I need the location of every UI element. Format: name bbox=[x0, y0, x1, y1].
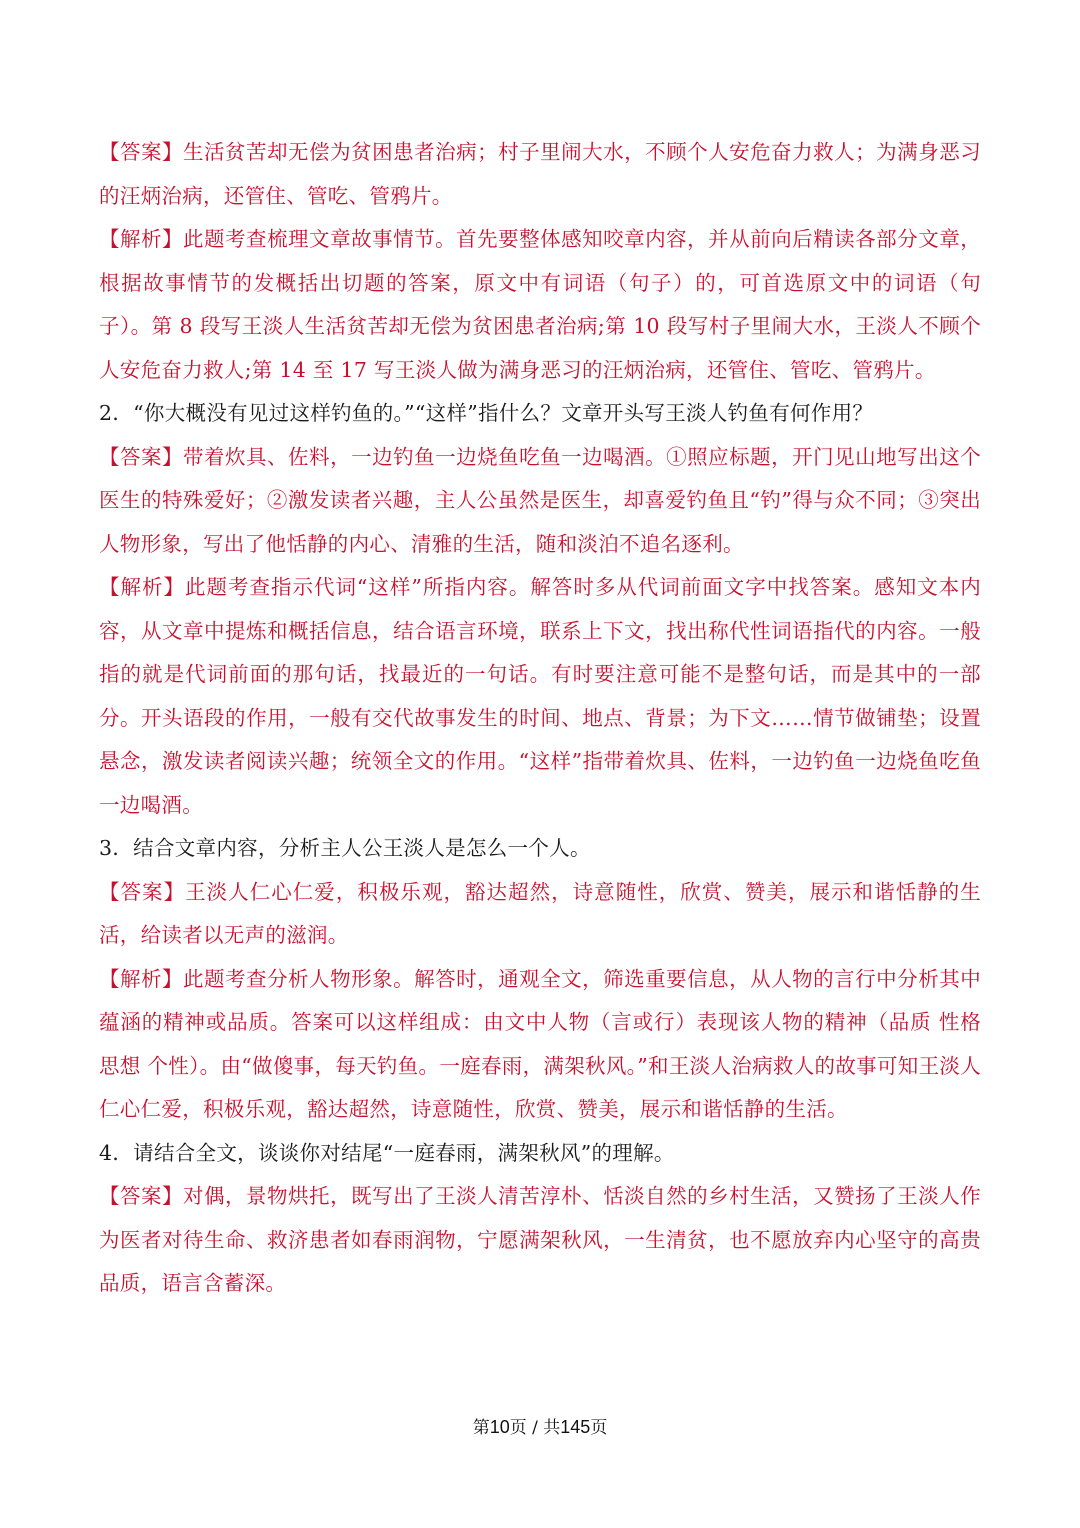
answer-tag: 【答案】 bbox=[99, 1184, 184, 1208]
document-body bbox=[99, 131, 981, 1306]
answer-tag: 【答案】 bbox=[99, 879, 186, 904]
analysis-text: 此题考查梳理文章故事情节。首先要整体感知咬章内容，并从前向后精读各部分文章，根据故事情节的发概括出切题的答案，原文中有词语（句子）的，可首选原文中的词语（句子）。第 8 段写王淡人生活贫苦却无偿为贫困患者治病;第 10 段写村子里闹大水，王淡人不顾个人安危奋力救人;第 14 至 17 写王淡人做为满身恶习的汪炳治病，还管住、管吃、管鸦片。 bbox=[99, 227, 982, 382]
total-page-number: 145 bbox=[560, 1417, 591, 1437]
answer-paragraph bbox=[99, 1175, 981, 1306]
analysis-text: 此题考查分析人物形象。解答时，通观全文，筛选重要信息，从人物的言行中分析其中蕴涵的精神或品质。答案可以这样组成：由文中人物（言或行）表现该人物的精神（品质 性格 思想 个性）。由“做傻事，每天钓鱼。一庭春雨，满架秋风。”和王淡人治病救人的故事可知王淡人仁心仁爱，积极乐观，豁达超然，诗意随性，欣赏、赞美，展示和谐恬静的生活。 bbox=[99, 966, 982, 1121]
analysis-tag: 【解析】 bbox=[99, 575, 185, 599]
analysis-tag: 【解析】 bbox=[99, 966, 184, 991]
answer-tag: 【答案】 bbox=[99, 444, 184, 469]
footer-mid: 页 / 共 bbox=[509, 1418, 561, 1438]
answer-paragraph bbox=[99, 131, 981, 218]
answer-text: 对偶，景物烘托，既写出了王淡人清苦淳朴、恬淡自然的乡村生活，又赞扬了王淡人作为医者对待生命、救济患者如春雨润物，宁愿满架秋风，一生清贫，也不愿放弃内心坚守的高贵品质，语言含蓄深。 bbox=[99, 1184, 982, 1295]
current-page-number: 10 bbox=[489, 1417, 510, 1437]
analysis-tag: 【解析】 bbox=[99, 227, 184, 251]
answer-text: 生活贫苦却无偿为贫困患者治病；村子里闹大水，不顾个人安危奋力救人；为满身恶习的汪炳治病，还管住、管吃、管鸦片。 bbox=[99, 140, 982, 208]
question-2: 2．“你大概没有见过这样钓鱼的。”“这样”指什么？文章开头写王淡人钓鱼有何作用？ bbox=[99, 401, 874, 425]
answer-paragraph bbox=[99, 871, 981, 958]
answer-tag: 【答案】 bbox=[99, 140, 184, 164]
page-footer bbox=[0, 1413, 1080, 1438]
analysis-text: 此题考查指示代词“这样”所指内容。解答时多从代词前面文字中找答案。感知文本内容，从文章中提炼和概括信息，结合语言环境，联系上下文，找出称代性词语指代的内容。一般指的就是代词前面的那句话，找最近的一句话。有时要注意可能不是整句话，而是其中的一部分。开头语段的作用，一般有交代故事发生的时间、地点、背景；为下文……情节做铺垫；设置悬念，激发读者阅读兴趣；统领全文的作用。“这样”指带着炊具、佐料，一边钓鱼一边烧鱼吃鱼一边喝酒。 bbox=[99, 575, 982, 817]
answer-text: 王淡人仁心仁爱，积极乐观，豁达超然，诗意随性，欣赏、赞美，展示和谐恬静的生活，给读者以无声的滋润。 bbox=[99, 879, 981, 947]
analysis-paragraph bbox=[99, 566, 981, 827]
analysis-paragraph bbox=[99, 218, 981, 392]
footer-prefix: 第 bbox=[472, 1418, 490, 1438]
answer-text: 带着炊具、佐料，一边钓鱼一边烧鱼吃鱼一边喝酒。①照应标题，开门见山地写出这个医生的特殊爱好；②激发读者兴趣，主人公虽然是医生，却喜爱钓鱼且“钓”得与众不同；③突出人物形象，写出了他恬静的内心、清雅的生活，随和淡泊不追名逐利。 bbox=[99, 444, 982, 556]
analysis-paragraph bbox=[99, 958, 981, 1132]
answer-paragraph bbox=[99, 436, 981, 567]
footer-suffix: 页 bbox=[590, 1418, 608, 1438]
question-3: 3．结合文章内容，分析主人公王淡人是怎么一个人。 bbox=[99, 836, 591, 860]
question-4: 4．请结合全文，谈谈你对结尾“一庭春雨，满架秋风”的理解。 bbox=[99, 1140, 675, 1165]
